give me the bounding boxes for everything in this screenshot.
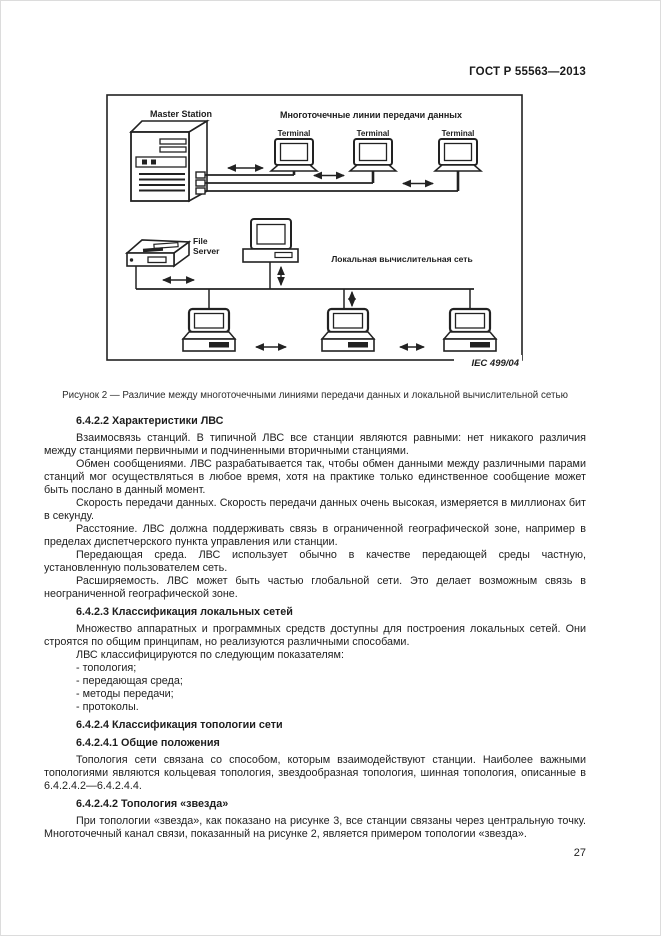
figure-caption: Рисунок 2 — Различие между многоточечными линиями передачи данных и локальной вычислительной сетью — [62, 390, 568, 401]
master-station-label: Master Station — [149, 109, 213, 119]
terminal-icon — [350, 139, 396, 171]
workstation-icon — [444, 309, 496, 351]
port-icon — [196, 180, 205, 186]
paragraph: Расширяемость. ЛВС может быть частью глобальной сети. Это делает возможным связь в неограниченной географической зоне. — [44, 575, 586, 600]
port-icon — [196, 172, 205, 178]
lan-label: Локальная вычислительная сеть — [331, 254, 473, 264]
workstation-icon — [183, 309, 235, 351]
terminal-label: Terminal — [277, 129, 311, 138]
workstation-icon — [322, 309, 374, 351]
paragraph: Топология сети связана со способом, которым взаимодействуют станции. Наиболее важными топологиями являются кольцевая топология, звездообразная топология, шинная топология, описанные в 6.4.2.4.2—6.4.2.4.4. — [44, 754, 586, 792]
paragraph: Обмен сообщениями. ЛВС разрабатывается так, чтобы обмен данными между различными парами станций мог осуществляться в любое время, хотя на практике только единственное сообщение может быть послано в данный момент. — [44, 458, 586, 496]
multipoint-lines-label: Многоточечные линии передачи данных — [280, 110, 462, 120]
master-station-icon — [131, 121, 207, 201]
terminal-icon — [271, 139, 317, 171]
paragraph: При топологии «звезда», как показано на рисунке 3, все станции связаны через центральную точку. Многоточечный канал связи, показанный на рисунке 2, является примером топологии «звезда». — [44, 815, 586, 840]
list-item: - методы передачи; — [76, 688, 174, 700]
heading-6-4-2-4: 6.4.2.4 Классификация топологии сети — [76, 719, 283, 731]
terminal-label: Terminal — [441, 129, 475, 138]
paragraph: Расстояние. ЛВС должна поддерживать связь в ограниченной географической зоне, например в пределах диспетчерского пункта управления или станции. — [44, 523, 586, 548]
terminal-icon — [435, 139, 481, 171]
heading-6-4-2-2: 6.4.2.2 Характеристики ЛВС — [76, 415, 224, 427]
list-item: - протоколы. — [76, 701, 139, 713]
paragraph: ЛВС классифицируются по следующим показателям: — [76, 649, 344, 661]
figure-2-diagram — [106, 94, 523, 374]
heading-6-4-2-4-1: 6.4.2.4.1 Общие положения — [76, 737, 220, 749]
paragraph: Множество аппаратных и программных средств доступны для построения локальных сетей. Они строятся по общим принципам, но реализуются различными способами. — [44, 623, 586, 648]
desktop-computer-icon — [243, 219, 298, 289]
paragraph: Скорость передачи данных. Скорость передачи данных очень высокая, измеряется в миллионах бит в секунду. — [44, 497, 586, 522]
paragraph: Передающая среда. ЛВС использует обычно в качестве передающей среды частную, установленную пользователем сеть. — [44, 549, 586, 574]
file-server-label: Server — [193, 246, 220, 256]
file-server-icon — [127, 240, 189, 289]
file-server-label: File — [193, 236, 208, 246]
page-number: 27 — [573, 847, 586, 859]
list-item: - топология; — [76, 662, 137, 674]
heading-6-4-2-4-2: 6.4.2.4.2 Топология «звезда» — [76, 798, 229, 810]
document-header: ГОСТ Р 55563—2013 — [469, 66, 586, 78]
lan-bus-line — [136, 289, 474, 309]
figure-credit: IEC 499/04 — [471, 358, 519, 369]
paragraph: Взаимосвязь станций. В типичной ЛВС все станции являются равными: нет никакого различия между станциями первичными и подчиненными вторичными станциями. — [44, 432, 586, 457]
list-item: - передающая среда; — [76, 675, 183, 687]
figure-2 — [106, 94, 523, 374]
heading-6-4-2-3: 6.4.2.3 Классификация локальных сетей — [76, 606, 293, 618]
multipoint-lines — [205, 171, 458, 191]
port-icon — [196, 188, 205, 194]
terminal-label: Terminal — [356, 129, 390, 138]
body-text — [44, 415, 586, 841]
